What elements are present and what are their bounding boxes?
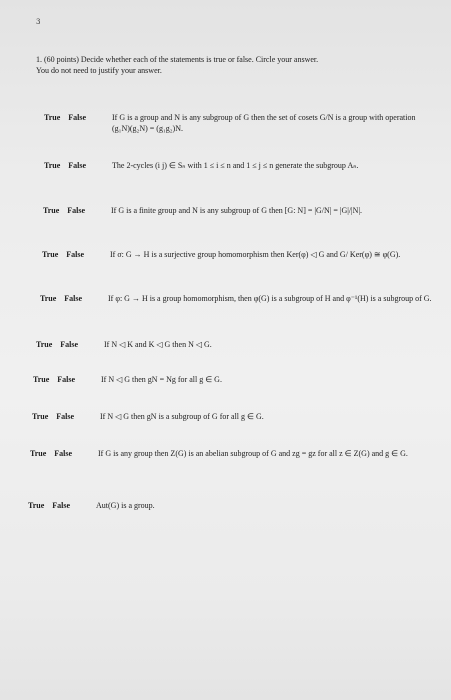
question-text: If G is a group and N is any subgroup of G then the set of cosets G/N is a group with operation (g₁N)(g₂N) = (g₁g₂)N. bbox=[112, 113, 416, 133]
false-option[interactable]: False bbox=[66, 250, 85, 259]
false-option[interactable]: False bbox=[56, 412, 75, 421]
false-option[interactable]: False bbox=[68, 161, 87, 170]
question-text: If G is a finite group and N is any subgroup of G then [G: N] = |G/N| = |G|/|N|. bbox=[111, 206, 363, 215]
false-option[interactable]: False bbox=[68, 113, 87, 122]
false-option[interactable]: False bbox=[60, 340, 79, 349]
instructions-line-2: You do not need to justify your answer. bbox=[36, 66, 162, 75]
false-option[interactable]: False bbox=[67, 206, 86, 215]
false-option[interactable]: False bbox=[52, 501, 71, 510]
instructions-line-1: 1. (60 points) Decide whether each of the statements is true or false. Circle your answer. bbox=[36, 55, 319, 64]
false-option[interactable]: False bbox=[57, 375, 76, 384]
true-option[interactable]: True bbox=[42, 250, 59, 259]
question-text: If σ: G → H is a surjective group homomorphism then Ker(φ) ◁ G and G/ Ker(φ) ≅ φ(G). bbox=[110, 250, 401, 259]
instructions bbox=[36, 54, 431, 76]
true-option[interactable]: True bbox=[44, 161, 61, 170]
true-option[interactable]: True bbox=[32, 412, 49, 421]
page-number: 3 bbox=[36, 18, 41, 26]
question-text: If N ◁ K and K ◁ G then N ◁ G. bbox=[104, 340, 212, 349]
true-option[interactable]: True bbox=[44, 113, 61, 122]
question-text: The 2-cycles (i j) ∈ Sₙ with 1 ≤ i ≤ n and 1 ≤ j ≤ n generate the subgroup Aₙ. bbox=[112, 161, 359, 170]
false-option[interactable]: False bbox=[64, 294, 83, 303]
true-option[interactable]: True bbox=[33, 375, 50, 384]
true-option[interactable]: True bbox=[40, 294, 57, 303]
question-text: If N ◁ G then gN = Ng for all g ∈ G. bbox=[101, 375, 222, 384]
question-text: If φ: G → H is a group homomorphism, then φ(G) is a subgroup of H and φ⁻¹(H) is a subgroup of G. bbox=[108, 294, 432, 303]
question-text: If G is any group then Z(G) is an abelian subgroup of G and zg = gz for all z ∈ Z(G) and g ∈ G. bbox=[98, 449, 408, 458]
true-option[interactable]: True bbox=[28, 501, 45, 510]
question-text: Aut(G) is a group. bbox=[96, 501, 155, 510]
question-text: If N ◁ G then gN is a subgroup of G for all g ∈ G. bbox=[100, 412, 264, 421]
true-option[interactable]: True bbox=[36, 340, 53, 349]
true-option[interactable]: True bbox=[30, 449, 47, 458]
false-option[interactable]: False bbox=[54, 449, 73, 458]
true-option[interactable]: True bbox=[43, 206, 60, 215]
